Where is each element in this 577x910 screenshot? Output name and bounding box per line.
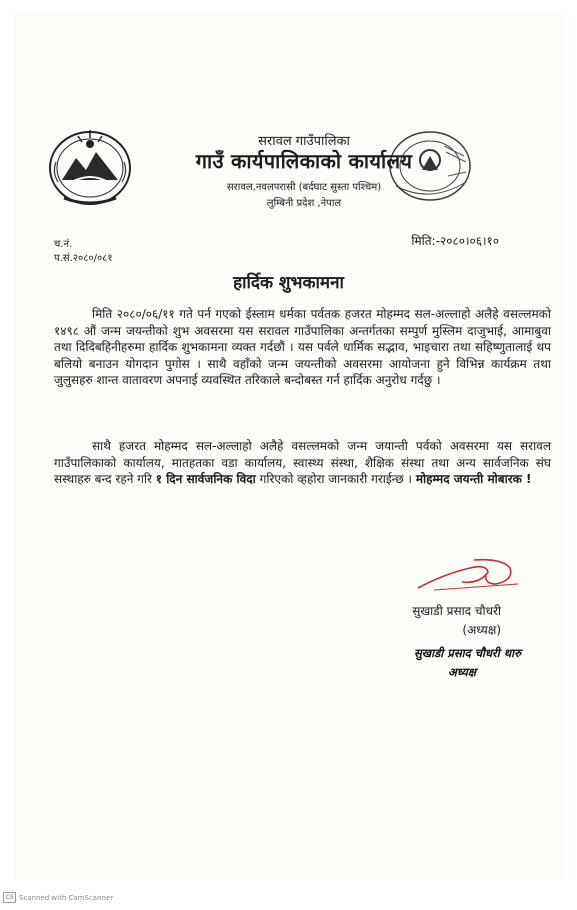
- closing-greeting: मोहम्मद जयन्ती मोबारक !: [415, 472, 532, 487]
- signatory-stamp-name: सुखाडी प्रसाद चौधरी थारु: [414, 646, 521, 660]
- municipality-name: सरावल गाउँपालिका: [258, 134, 350, 149]
- body-paragraph-1: [54, 306, 551, 389]
- signatory-role: (अध्यक्ष): [462, 623, 501, 637]
- letter-date: मिति:-२०८०।०६।१०: [411, 234, 499, 248]
- nepal-emblem-icon: [42, 122, 138, 210]
- handwritten-signature-icon: [414, 554, 524, 594]
- holiday-highlight: १ दिन सार्वजनिक विदा: [155, 472, 256, 487]
- signatory-name: सुखाडी प्रसाद चौधरी: [412, 604, 501, 618]
- paragraph-2-text-a: साथै हजरत मोहम्मद सल-अल्लाहो अलैहे वसल्लमको जन्म जयान्ती पर्वको अवसरमा यस सरावल गाउँपालिकाको कार्यालय, मातहतका वडा कार्यालय, स्वास्थ्य संस्था, शैक्षिक संस्था तथा अन्य सार्वजनिक संघ सस्थाहरु बन्द रहने गरि: [54, 439, 551, 487]
- scanner-text: Scanned with CamScanner: [19, 893, 114, 902]
- scanner-watermark: [3, 892, 113, 903]
- office-name: गाउँ कार्यपालिकाको कार्यालय: [195, 149, 413, 173]
- letter-page: [14, 14, 563, 880]
- signatory-stamp-role: अध्यक्ष: [448, 665, 477, 679]
- province-line: लुम्बिनी प्रदेश ,नेपाल: [266, 198, 342, 209]
- letter-reference-number: प.सं.२०८०/०८१: [54, 253, 113, 264]
- office-address: सरावल,नवलपरासी (बर्दघाट सुस्ता पश्चिम): [226, 182, 382, 193]
- letter-title: हार्दिक शुभकामना: [233, 273, 344, 293]
- paragraph-2-text-b: गरिएको व्हहोरा जानकारी गराईन्छ ।: [259, 472, 412, 487]
- camscanner-logo-icon: CS: [3, 892, 16, 903]
- dispatch-number-label: च.नं.: [54, 239, 73, 250]
- body-paragraph-2: [54, 438, 551, 488]
- paragraph-1-text: मिति २०८०/०६/११ गते पर्न गएको ईस्लाम धर्मका पर्वतक हजरत मोहम्मद सल-अल्लाहो अलैहे वसल्लमको १४९८ औं जन्म जयन्तीको शुभ अवसरमा यस सरावल गाउँपालिका अन्तर्गतका सम्पुर्ण मुस्लिम दाजुभाई, आमाबुवा तथा दिदिबहिनीहरुमा हार्दिक शुभकामना व्यक्त गर्दछौं । यस पर्वले धार्मिक सद्भाव, भाइचारा तथा सहिष्णुतालाई थप बलियो बनाउन योगदान पुगोस । साथै वहाँको जन्म जयन्तीको अवसरमा आयोजना हुने विभिन्न कार्यक्रम तथा जुलुसहरु शान्त वातावरण अपनाई व्यवस्थित तरिकाले बन्दोबस्त गर्न हार्दिक अनुरोध गर्दछु ।: [54, 307, 551, 388]
